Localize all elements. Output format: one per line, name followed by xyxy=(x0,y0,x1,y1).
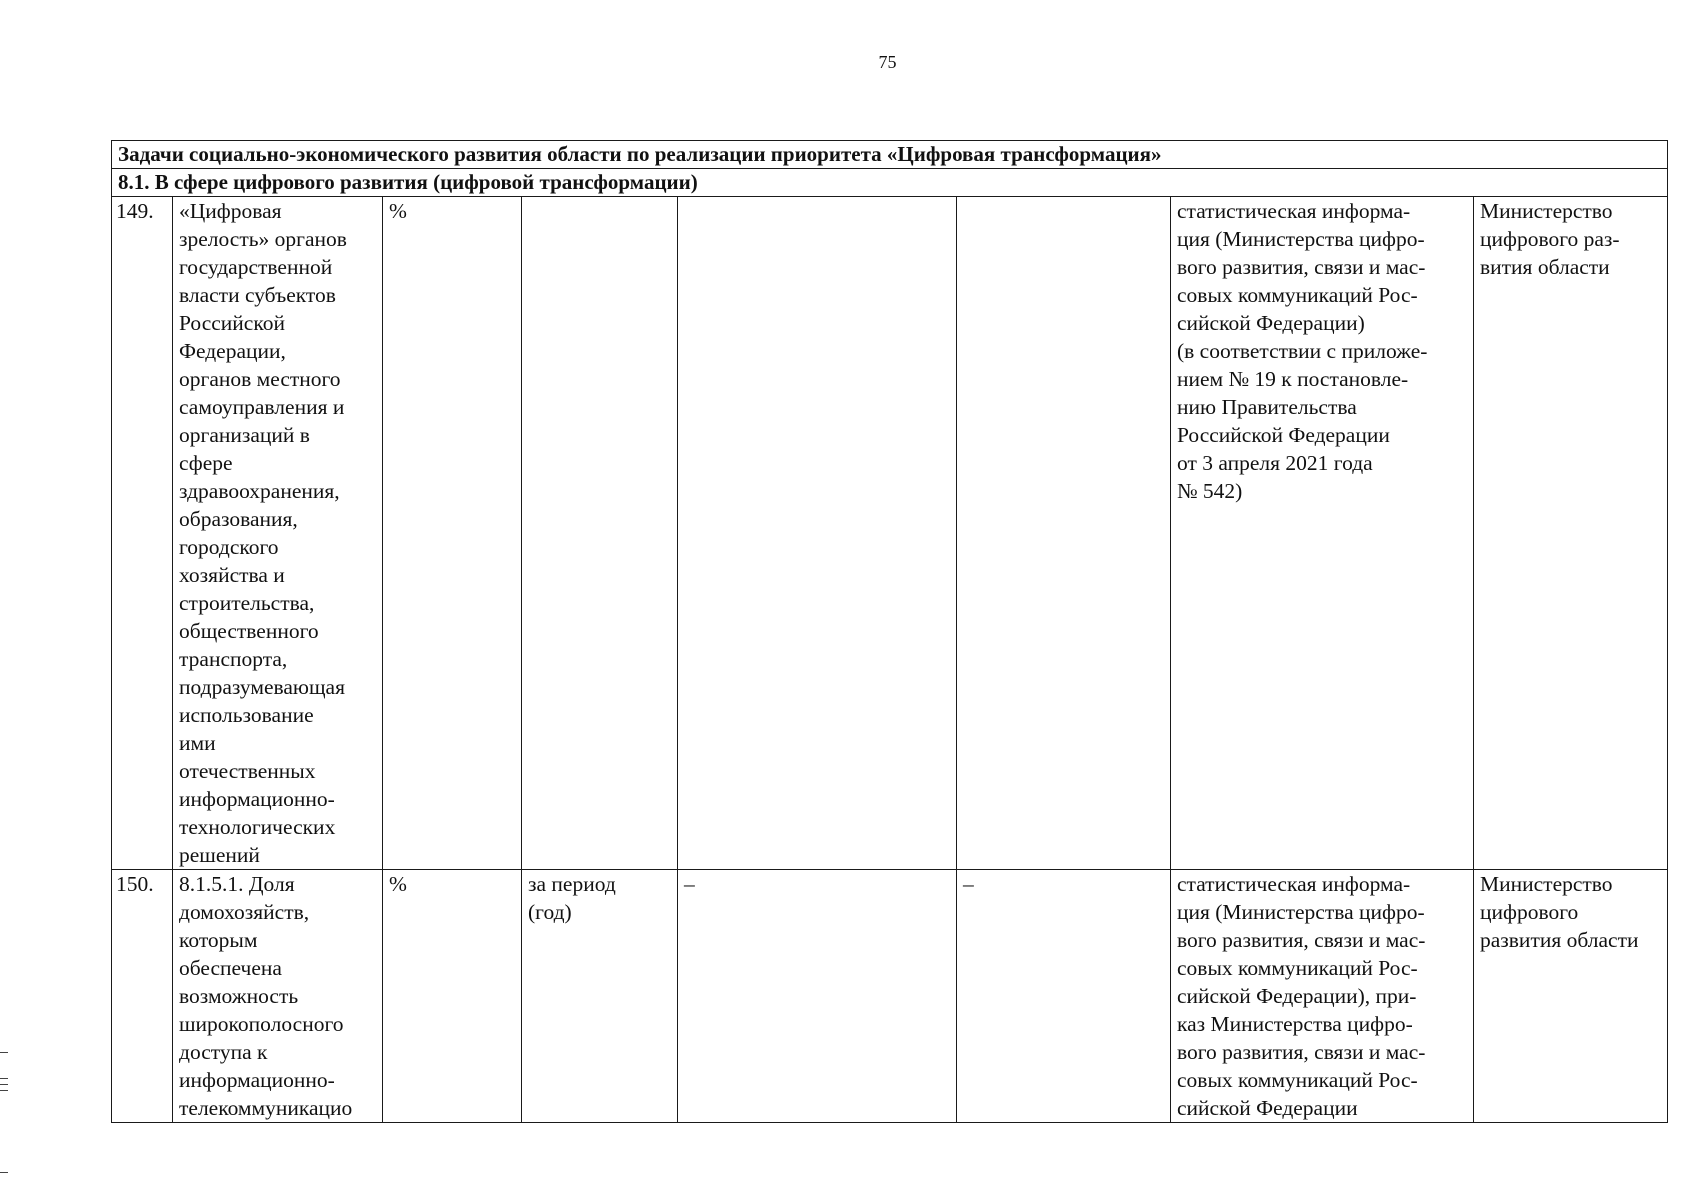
page-number: 75 xyxy=(878,52,897,72)
row-number-cell: 149. xyxy=(112,197,173,870)
source-cell: статистическая информа- ция (Министерства цифро- вого развития, связи и мас- совых коммуникаций Рос- сийской Федерации) (в соответствии с приложе- нием № 19 к постановле- нию Правительства Российской Федерации от 3 апреля 2021 года № 542) xyxy=(1171,197,1474,870)
margin-mark xyxy=(0,1172,8,1173)
value-cell-5: – xyxy=(678,870,957,1123)
subsection-header: 8.1. В сфере цифрового развития (цифровой трансформации) xyxy=(112,169,1668,197)
margin-mark xyxy=(0,1090,8,1091)
value-cell-6: – xyxy=(957,870,1171,1123)
unit-cell: % xyxy=(383,197,522,870)
responsible-cell: Министерство цифрового раз- вития области xyxy=(1474,197,1668,870)
row-number-cell: 150. xyxy=(112,870,173,1123)
period-cell: за период (год) xyxy=(522,870,678,1123)
section-header: Задачи социально-экономического развития области по реализации приоритета «Цифровая трансформация» xyxy=(112,141,1668,169)
table-row xyxy=(112,870,1668,1123)
section-header-row xyxy=(112,141,1668,169)
value-cell-6 xyxy=(957,197,1171,870)
unit-cell: % xyxy=(383,870,522,1123)
indicators-table xyxy=(111,140,1668,1123)
indicator-cell: 8.1.5.1. Доля домохозяйств, которым обеспечена возможность широкополосного доступа к информационно- телекоммуникацио xyxy=(173,870,383,1123)
period-cell xyxy=(522,197,678,870)
margin-mark xyxy=(0,1052,8,1053)
indicator-cell: «Цифровая зрелость» органов государственной власти субъектов Российской Федерации, органов местного самоуправления и организаций в сфере здравоохранения, образования, городского хозяйства и строительства, общественного транспорта, подразумевающая использование ими отечественных информационно- технологических решений xyxy=(173,197,383,870)
subsection-header-row xyxy=(112,169,1668,197)
margin-mark xyxy=(0,1078,8,1079)
margin-mark xyxy=(0,1084,8,1085)
table-row xyxy=(112,197,1668,870)
responsible-cell: Министерство цифрового развития области xyxy=(1474,870,1668,1123)
value-cell-5 xyxy=(678,197,957,870)
source-cell: статистическая информа- ция (Министерства цифро- вого развития, связи и мас- совых коммуникаций Рос- сийской Федерации), при- каз Министерства цифро- вого развития, связи и мас- совых коммуникаций Рос- сийской Федерации xyxy=(1171,870,1474,1123)
